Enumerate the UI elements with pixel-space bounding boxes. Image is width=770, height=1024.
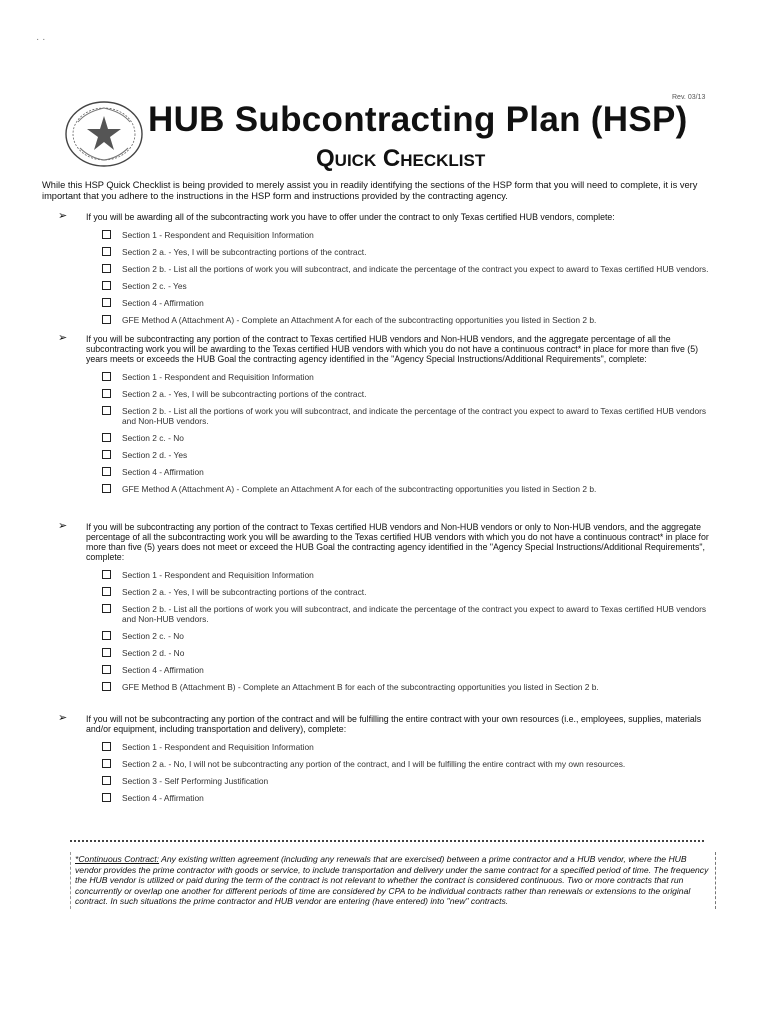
arrow-bullet-icon: ➢ <box>58 520 68 532</box>
checkbox[interactable] <box>102 298 111 307</box>
scan-artifact: · · <box>36 34 46 45</box>
checklist-item: Section 2 a. - Yes, I will be subcontracting portions of the contract. <box>102 587 710 597</box>
checklist-item: Section 4 - Affirmation <box>102 298 710 308</box>
checklist-item: Section 1 - Respondent and Requisition Information <box>102 570 710 580</box>
divider <box>70 840 704 842</box>
checkbox[interactable] <box>102 742 111 751</box>
intro-paragraph: While this HSP Quick Checklist is being provided to merely assist you in readily identifying the sections of the HSP form that you will need to complete, it is very important that you adhere to the instructions in the HSP form and instructions provided by the contracting agency. <box>42 180 698 201</box>
footnote-text: Any existing written agreement (including any renewals that are exercised) between a prime contractor and a HUB vendor, where the HUB vendor provides the prime contractor with goods or service, to include transportation and delivery under the same contract for a specified period of time. The frequency the HUB vendor is utilized or paid during the term of the contract is not relevant to whether the contract is considered continuous. Two or more contracts that run concurrently or overlap one another for different periods of time are considered by CPA to be individual contracts rather than renewals or extensions to the original contract. In such situations the prime contractor and HUB vendor are entering (have entered) into "new" contracts. <box>75 854 709 906</box>
checkbox[interactable] <box>102 570 111 579</box>
checkbox[interactable] <box>102 665 111 674</box>
page-subtitle: Quick Checklist <box>316 145 486 172</box>
checkbox[interactable] <box>102 406 111 415</box>
checkbox[interactable] <box>102 281 111 290</box>
checkbox[interactable] <box>102 759 111 768</box>
checklist-item: Section 1 - Respondent and Requisition Information <box>102 742 710 752</box>
page-title: HUB Subcontracting Plan (HSP) <box>148 100 688 139</box>
checklist-item: GFE Method B (Attachment B) - Complete an Attachment B for each of the subcontracting opportunities you listed in Section 2 b. <box>102 682 710 692</box>
checkbox[interactable] <box>102 372 111 381</box>
revision-label: Rev. 03/13 <box>672 94 706 101</box>
checklist-item: Section 2 a. - No, I will not be subcontracting any portion of the contract, and I will be fulfilling the entire contract with my own resources. <box>102 759 710 769</box>
checklist-item: Section 2 c. - No <box>102 631 710 641</box>
checklist-item: Section 4 - Affirmation <box>102 665 710 675</box>
checkbox[interactable] <box>102 604 111 613</box>
checkbox[interactable] <box>102 315 111 324</box>
checkbox[interactable] <box>102 264 111 273</box>
checkbox[interactable] <box>102 484 111 493</box>
checkbox[interactable] <box>102 648 111 657</box>
arrow-bullet-icon: ➢ <box>58 712 68 724</box>
group-lead: ➢ If you will be subcontracting any portion of the contract to Texas certified HUB vendors and Non-HUB vendors, and the aggregate percentage of all the subcontracting work you will be awarding to the Texas certified HUB vendors with which you do not have a continuous contract* in place for more than five (5) years meets or exceeds the HUB Goal the contracting agency identified in the "Agency Special Instructions/Additional Requirements", complete: <box>58 332 699 364</box>
group-lead: ➢ If you will not be subcontracting any portion of the contract and will be fulfilling the entire contract with your own resources (i.e., employees, supplies, materials and/or equipment, including transportation and delivery), complete: <box>58 712 702 734</box>
checklist-item: Section 3 - Self Performing Justification <box>102 776 710 786</box>
checklist-item: Section 2 b. - List all the portions of work you will subcontract, and indicate the percentage of the contract you expect to award to Texas certified HUB vendors and Non-HUB vendors. <box>102 406 710 426</box>
checklist-item: Section 2 a. - Yes, I will be subcontracting portions of the contract. <box>102 247 710 257</box>
checkbox[interactable] <box>102 230 111 239</box>
checklist-item: Section 1 - Respondent and Requisition Information <box>102 230 710 240</box>
checkbox[interactable] <box>102 247 111 256</box>
checklist-item: Section 1 - Respondent and Requisition Information <box>102 372 710 382</box>
checklist-group-2 <box>58 334 710 501</box>
checklist-item: Section 4 - Affirmation <box>102 467 710 477</box>
checkbox[interactable] <box>102 682 111 691</box>
checklist-item: Section 2 c. - No <box>102 433 710 443</box>
checklist-item: GFE Method A (Attachment A) - Complete an Attachment A for each of the subcontracting opportunities you listed in Section 2 b. <box>102 315 710 325</box>
checklist-item: Section 2 d. - Yes <box>102 450 710 460</box>
checklist-group-3 <box>58 522 710 699</box>
checklist-item: Section 4 - Affirmation <box>102 793 710 803</box>
footnote <box>70 852 716 909</box>
checkbox[interactable] <box>102 587 111 596</box>
checklist-group-4 <box>58 714 710 810</box>
checkbox[interactable] <box>102 793 111 802</box>
checklist-item: Section 2 a. - Yes, I will be subcontracting portions of the contract. <box>102 389 710 399</box>
checklist-item: Section 2 b. - List all the portions of work you will subcontract, and indicate the percentage of the contract you expect to award to Texas certified HUB vendors. <box>102 264 710 274</box>
texas-state-seal-icon <box>60 98 148 170</box>
checklist-group-1 <box>58 212 710 332</box>
checkbox[interactable] <box>102 433 111 442</box>
checklist-item: Section 2 c. - Yes <box>102 281 710 291</box>
checkbox[interactable] <box>102 776 111 785</box>
checkbox[interactable] <box>102 467 111 476</box>
footnote-term: *Continuous Contract: <box>75 854 160 864</box>
checklist-item: Section 2 d. - No <box>102 648 710 658</box>
group-lead: ➢ If you will be subcontracting any portion of the contract to Texas certified HUB vendors and Non-HUB vendors or only to Non-HUB vendors, and the aggregate percentage of all the subcontracting work you will be awarding to the Texas certified HUB vendors with which you do not have a continuous contract* in place for more than five (5) years does not meet or exceed the HUB Goal the contracting agency identified in the "Agency Special Instructions/Additional Requirements", complete: <box>58 520 709 562</box>
checkbox[interactable] <box>102 389 111 398</box>
checklist-item: Section 2 b. - List all the portions of work you will subcontract, and indicate the percentage of the contract you expect to award to Texas certified HUB vendors and Non-HUB vendors. <box>102 604 710 624</box>
arrow-bullet-icon: ➢ <box>58 210 68 222</box>
checklist-item: GFE Method A (Attachment A) - Complete an Attachment A for each of the subcontracting opportunities you listed in Section 2 b. <box>102 484 710 494</box>
checkbox[interactable] <box>102 631 111 640</box>
checkbox[interactable] <box>102 450 111 459</box>
arrow-bullet-icon: ➢ <box>58 332 68 344</box>
group-lead: ➢ If you will be awarding all of the subcontracting work you have to offer under the contract to only Texas certified HUB vendors, complete: <box>58 210 615 222</box>
